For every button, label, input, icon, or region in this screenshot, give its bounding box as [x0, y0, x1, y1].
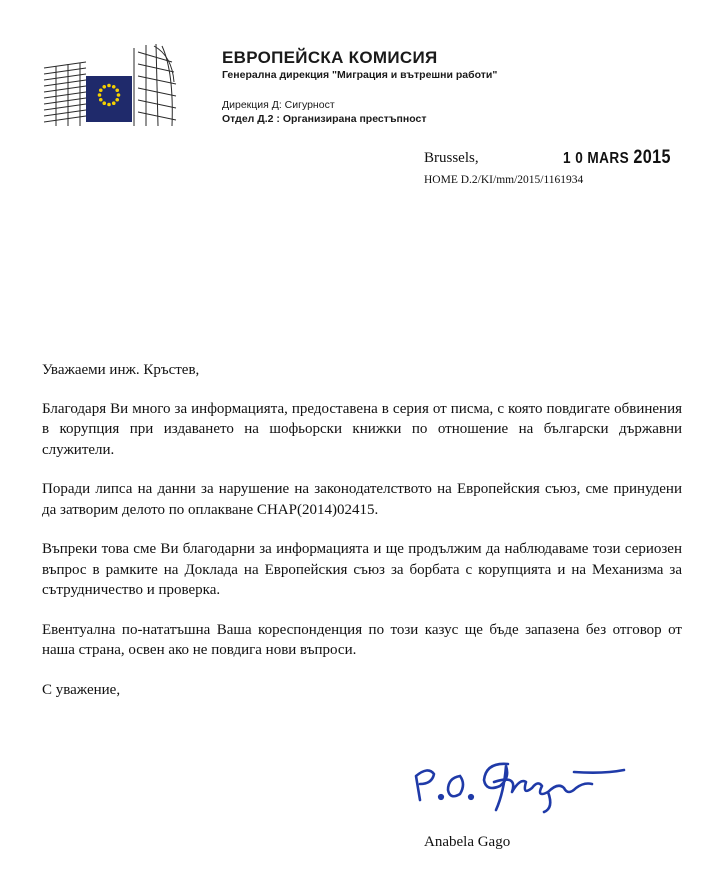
signature	[408, 752, 638, 816]
place: Brussels,	[424, 150, 479, 166]
letter-body	[42, 360, 682, 700]
closing: С уважение,	[42, 681, 121, 698]
signatory-name: Anabela Gago	[424, 834, 511, 850]
paragraph: Поради липса на данни за нарушение на законодателството на Европейския съюз, сме принудени да затворим делото по оплакване CHAP(2014)02415.	[42, 481, 682, 518]
european-commission-logo-icon	[42, 42, 182, 130]
date-stamp	[563, 147, 671, 169]
reference-number: HOME D.2/KI/mm/2015/1161934	[424, 174, 584, 186]
letterhead	[222, 48, 497, 126]
paragraph: Евентуална по-нататъшна Ваша кореспонденция по този казус ще бъде запазена без отговор от наша страна, освен ако не повдига нови въпроси.	[42, 621, 682, 658]
unit-name: Отдел Д.2 : Организирана престъпност	[222, 113, 427, 125]
paragraph: Въпреки това сме Ви благодарни за информацията и ще продължим да наблюдаваме този сериозен въпрос в рамките на Доклада на Европейския съюз за борбата с корупцията и на Механизма за сътрудничество и проверка.	[42, 541, 682, 598]
paragraph: Благодаря Ви много за информацията, предоставена в серия от писма, с която повдигате обвинения в корупция при издаването на шофьорски книжки по отношение на български държавни служители.	[42, 400, 682, 458]
directorate-name: Дирекция Д: Сигурност	[222, 99, 335, 111]
stamp-date: 1 0 MARS	[563, 150, 630, 167]
stamp-year: 2015	[633, 147, 671, 168]
salutation: Уважаеми инж. Кръстев,	[42, 362, 200, 378]
organization-name: ЕВРОПЕЙСКА КОМИСИЯ	[222, 48, 438, 67]
directorate-general-name: Генерална дирекция "Миграция и вътрешни работи"	[222, 69, 498, 81]
